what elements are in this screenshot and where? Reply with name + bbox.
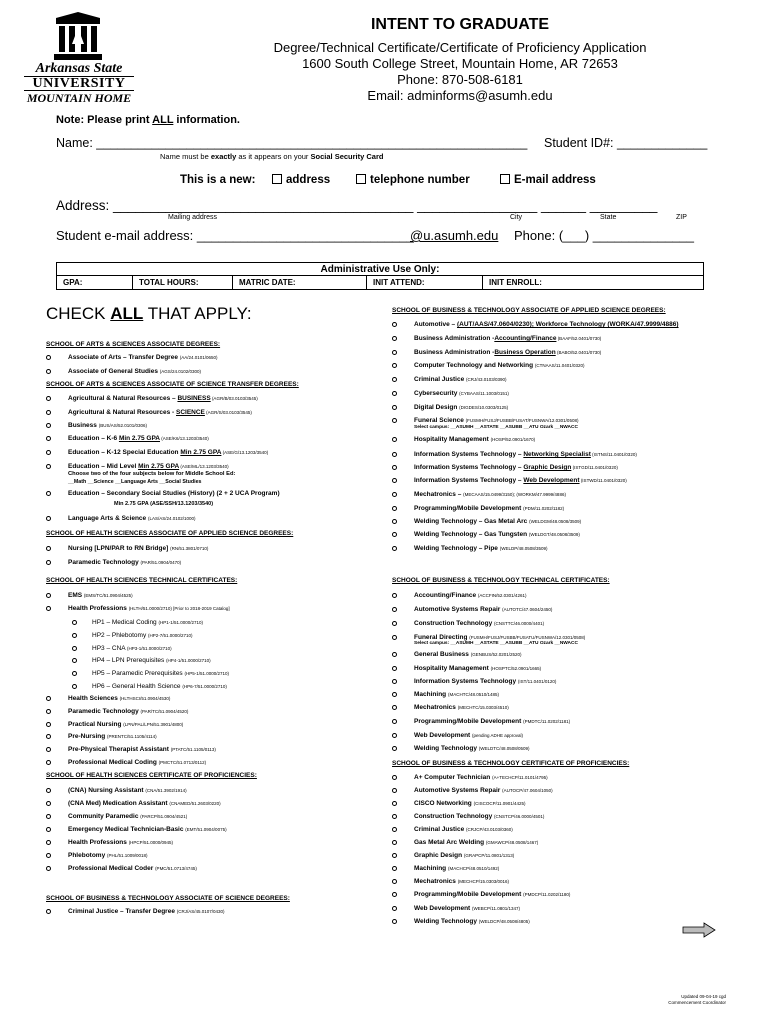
program-option[interactable]: Funeral Directing (FUSMH/FUSJ/FUSBB/FUSATU/FUSNWA/12.0301/0508) — [414, 634, 586, 641]
section-hs-aas-degrees: SCHOOL OF HEALTH SCIENCES ASSOCIATE OF APPLIED SCIENCE DEGREES: — [46, 530, 294, 537]
logo-line3: MOUNTAIN HOME — [26, 91, 132, 105]
program-option[interactable]: Agricultural & Natural Resources – BUSINESS (AGR/B/03.0103/3545) — [68, 395, 258, 402]
program-option[interactable]: Criminal Justice – Transfer Degree (CRJ/AS/45.0107/0430) — [68, 908, 225, 915]
radio-option-icon[interactable] — [46, 840, 51, 845]
program-option[interactable]: Welding Technology (WELDCP/48.0508/4805) — [414, 918, 530, 925]
secondary-gpa-note: Min 2.75 GPA (ASE/SSH/13.1203/3540) — [114, 501, 214, 507]
program-option[interactable]: Pre-Nursing (PRENTC/51.1105/4114) — [68, 733, 157, 740]
radio-option-icon[interactable] — [392, 635, 397, 640]
program-option[interactable]: Professional Medical Coding (PMCTC/51.0713/0112) — [68, 759, 207, 766]
radio-option-icon[interactable] — [392, 853, 397, 858]
radio-option-icon[interactable] — [392, 621, 397, 626]
program-option[interactable]: Programming/Mobile Development (PMDTC/11.0202/1181) — [414, 718, 571, 725]
radio-option-icon[interactable] — [392, 363, 397, 368]
radio-option-icon[interactable] — [72, 671, 77, 676]
program-option[interactable]: Associate of Arts – Transfer Degree (AA/24.0101/0650) — [68, 354, 218, 361]
program-option[interactable]: Welding Technology – Gas Tungsten (WELDGT/48.0508/3509) — [414, 531, 580, 538]
program-option[interactable]: Programming/Mobile Development (PMDCP/11.0202/1180) — [414, 891, 571, 898]
radio-option-icon[interactable] — [46, 396, 51, 401]
section-hs-proficiencies: SCHOOL OF HEALTH SCIENCES CERTIFICATE OF PROFICIENCIES: — [46, 772, 257, 779]
program-option[interactable]: Information Systems Technology – Web Development (ISTWD/11.0401/0320) — [414, 477, 627, 484]
program-option[interactable]: Practical Nursing (LPN/PAL/LPN/51.3901/4800) — [68, 721, 184, 728]
section-as-associate-degrees: SCHOOL OF ARTS & SCIENCES ASSOCIATE DEGREES: — [46, 341, 221, 348]
check-all-heading: CHECK ALL THAT APPLY: — [46, 304, 252, 323]
program-option[interactable]: Information Systems Technology – Graphic Design (ISTGD/11.0401/0320) — [414, 464, 618, 471]
program-option[interactable]: Graphic Design (GRAPCP/11.0801/1313) — [414, 852, 515, 859]
program-option[interactable]: CISCO Networking (CISCOCP/11.0901/4425) — [414, 800, 526, 807]
radio-option-icon[interactable] — [392, 478, 397, 483]
radio-option-icon[interactable] — [392, 666, 397, 671]
radio-option-icon[interactable] — [392, 879, 397, 884]
program-option[interactable]: Accounting/Finance (ACCFIN/52.0301/4261) — [414, 592, 527, 599]
radio-option-icon[interactable] — [46, 788, 51, 793]
asumh-logo — [24, 10, 134, 105]
radio-option-icon[interactable] — [46, 866, 51, 871]
radio-option-icon[interactable] — [392, 692, 397, 697]
new-phone-checkbox[interactable]: telephone number — [356, 174, 470, 186]
radio-option-icon[interactable] — [46, 355, 51, 360]
radio-option-icon[interactable] — [392, 733, 397, 738]
radio-option-icon[interactable] — [392, 866, 397, 871]
form-phone: Phone: 870-508-6181 — [397, 72, 523, 87]
section-bt-as-degrees: SCHOOL OF BUSINESS & TECHNOLOGY ASSOCIATE OF SCIENCE DEGREES: — [46, 895, 290, 902]
program-option[interactable]: General Business (GENBUS/52.0201/2520) — [414, 651, 522, 658]
radio-option-icon[interactable] — [46, 734, 51, 739]
program-option[interactable]: Web Development (WEBCP/11.0801/1347) — [414, 905, 520, 912]
program-option[interactable]: Construction Technology (CNSTTC/46.0000/4401) — [414, 620, 545, 627]
program-option[interactable]: Language Arts & Science (LAS/AS/24.0102/1000) — [68, 515, 196, 522]
form-title: INTENT TO GRADUATE — [370, 16, 550, 33]
midlevel-subject-options: __Math __Science __Language Arts __Social Studies — [68, 479, 202, 485]
program-option[interactable]: Hospitality Management (HOSPTC/52.0901/1665) — [414, 665, 542, 672]
radio-option-icon[interactable] — [46, 491, 51, 496]
radio-option-icon[interactable] — [392, 532, 397, 537]
program-option[interactable]: Mechatronics (MECHCP/15.0303/0016) — [414, 878, 509, 885]
program-option[interactable]: Emergency Medical Technician-Basic (EMT/51.0904/0075) — [68, 826, 227, 833]
health-professions-option[interactable]: HP6 – General Health Science (HP6-7/51.0000/2710) — [92, 683, 227, 690]
checkbox-icon[interactable] — [500, 174, 510, 184]
radio-option-icon[interactable] — [46, 696, 51, 701]
city-label: City — [510, 214, 523, 221]
radio-option-icon[interactable] — [392, 377, 397, 382]
mailing-address-label: Mailing address — [168, 214, 218, 221]
program-option[interactable]: Education – Mid Level Min 2.75 GPA (ASE/ML/13.1203/3540) — [68, 463, 229, 470]
section-hs-technical-certificates: SCHOOL OF HEALTH SCIENCES TECHNICAL CERTIFICATES: — [46, 577, 238, 584]
program-option[interactable]: Health Professions (HLTH/51.0000/2710) [Prior to 2018-2019 Catalog] — [68, 605, 230, 612]
program-option[interactable]: Criminal Justice (CRJCP/43.0103/0360) — [414, 826, 513, 833]
radio-option-icon[interactable] — [46, 546, 51, 551]
radio-option-icon[interactable] — [72, 646, 77, 651]
radio-option-icon[interactable] — [72, 633, 77, 638]
program-option[interactable]: Programming/Mobile Development (PDM/11.0202/1182) — [414, 505, 565, 512]
radio-option-icon[interactable] — [72, 684, 77, 689]
admin-gpa: GPA: — [57, 276, 133, 290]
section-bt-proficiencies: SCHOOL OF BUSINESS & TECHNOLOGY CERTIFICATE OF PROFICIENCIES: — [392, 760, 630, 767]
program-option[interactable]: A+ Computer Technician (A+TECHCP/11.0101/4795) — [414, 774, 548, 781]
admin-use-box — [56, 262, 704, 290]
program-option[interactable]: Welding Technology – Gas Metal Arc (WELDGM/48.0508/3509) — [414, 518, 582, 525]
new-address-checkbox[interactable]: address — [272, 174, 330, 186]
program-option[interactable]: Paramedic Technology (PAR/51.0904/0470) — [68, 559, 182, 566]
radio-option-icon[interactable] — [46, 853, 51, 858]
program-option[interactable]: Hospitality Management (HOSP/52.0901/1670) — [414, 436, 536, 443]
section-bt-technical-certificates: SCHOOL OF BUSINESS & TECHNOLOGY TECHNICAL CERTIFICATES: — [392, 577, 610, 584]
radio-option-icon[interactable] — [46, 760, 51, 765]
radio-option-icon[interactable] — [46, 423, 51, 428]
next-page-arrow-icon — [682, 922, 716, 938]
zip-label: ZIP — [676, 214, 687, 221]
funeral-directing-campus-select: Select campus: __ASUMH __ASTATE __ASUBB __ATU Ozark __NWACC — [414, 641, 578, 646]
radio-option-icon[interactable] — [392, 519, 397, 524]
radio-option-icon[interactable] — [46, 801, 51, 806]
checkbox-icon[interactable] — [272, 174, 282, 184]
radio-option-icon[interactable] — [46, 560, 51, 565]
state-label: State — [600, 214, 617, 221]
program-option[interactable]: Computer Technology and Networking (CTNAAS/11.0401/0320) — [414, 362, 585, 369]
print-note: Note: Please print ALL information. — [56, 114, 240, 126]
program-option[interactable]: Education – K-12 Special Education Min 2.75 GPA (ASE/G/13.1203/3540) — [68, 449, 269, 456]
program-option[interactable]: Education – K-6 Min 2.75 GPA (ASE/K6/13.1203/3540) — [68, 435, 209, 442]
program-option[interactable]: Business (BUS/AS/52.0101/0306) — [68, 422, 147, 429]
program-option[interactable]: Nursing [LPN/PAR to RN Bridge] (RN/51.3801/0710) — [68, 545, 209, 552]
radio-option-icon[interactable] — [392, 418, 397, 423]
program-option[interactable]: Paramedic Technology (PAR/TC/51.0904/4520) — [68, 708, 189, 715]
radio-option-icon[interactable] — [392, 465, 397, 470]
radio-option-icon[interactable] — [392, 652, 397, 657]
program-option[interactable]: Cybersecurity (CYBAAS/11.1003/0151) — [414, 390, 509, 397]
program-option[interactable]: Criminal Justice (CRJ/43.0103/0390) — [414, 376, 507, 383]
radio-option-icon[interactable] — [46, 709, 51, 714]
radio-option-icon[interactable] — [392, 746, 397, 751]
name-field[interactable]: Name: ______________________________________________________________ — [56, 136, 528, 150]
program-option[interactable]: Automotive Systems Repair (AUTOTC/47.0604/2450) — [414, 606, 553, 613]
radio-option-icon[interactable] — [392, 814, 397, 819]
program-option[interactable]: Information Systems Technology – Networking Specialist (ISTNS/11.0401/0320) — [414, 451, 637, 458]
program-option[interactable]: (CNA) Nursing Assistant (CNA/51.3902/1914) — [68, 787, 187, 794]
program-option[interactable]: Mechatronics – (MECAAS/15.0499/3150); (WORKM/47.9999/4886) — [414, 491, 566, 498]
radio-option-icon[interactable] — [392, 801, 397, 806]
radio-option-icon[interactable] — [392, 775, 397, 780]
name-instruction: Name must be exactly as it appears on your Social Security Card — [160, 152, 384, 161]
footer-note: Updated 09-04-19 cgd Commencement Coordinator — [668, 994, 726, 1005]
program-option[interactable]: EMS (EMS/TC/51.0904/4525) — [68, 592, 133, 599]
radio-option-icon[interactable] — [46, 464, 51, 469]
phone-field[interactable]: Phone: (___) ______________ — [514, 228, 694, 243]
radio-option-icon[interactable] — [392, 892, 397, 897]
program-option[interactable]: Agricultural & Natural Resources - SCIENCE (AGR/S/03.0103/3545) — [68, 409, 252, 416]
radio-option-icon[interactable] — [392, 788, 397, 793]
student-id-field[interactable]: Student ID#: _____________ — [544, 136, 708, 150]
funeral-science-campus-select: Select campus: __ASUMH __ASTATE __ASUBB __ATU Ozark __NWACC — [414, 425, 578, 430]
program-option[interactable]: Machining (MACHTC/48.0510/1485) — [414, 691, 499, 698]
radio-option-icon[interactable] — [392, 350, 397, 355]
program-option[interactable]: Web Development (pending ADHE approval) — [414, 732, 524, 739]
radio-option-icon[interactable] — [392, 506, 397, 511]
program-option[interactable]: Associate of General Studies (AGS/24.0102/0300) — [68, 368, 202, 375]
program-option[interactable]: Funeral Science (FUSMH/FUSJ/FUSBB/FUSAT/FUSNWA/12.0301/0508) — [414, 417, 579, 424]
program-option[interactable]: Information Systems Technology (IST/11.0401/0120) — [414, 678, 557, 685]
radio-option-icon[interactable] — [46, 369, 51, 374]
radio-option-icon[interactable] — [46, 450, 51, 455]
radio-option-icon[interactable] — [392, 719, 397, 724]
email-domain: @u.asumh.edu — [410, 228, 499, 243]
program-option[interactable]: Automotive – (AUT/AAS/47.0604/0230); Workforce Technology (WORKA/47.9999/4886) — [414, 321, 679, 328]
radio-option-icon[interactable] — [392, 906, 397, 911]
program-option[interactable]: Pre-Physical Therapist Assistant (PTATC/51.1105/0113) — [68, 746, 216, 753]
program-option[interactable]: Education – Secondary Social Studies (History) (2 + 2 UCA Program) — [68, 490, 280, 497]
health-professions-option[interactable]: HP5 – Paramedic Prerequisites (HP5-1/51.0000/2710) — [92, 670, 230, 677]
program-option[interactable]: Construction Technology (CNSTCP/46.0000/4501) — [414, 813, 545, 820]
new-email-checkbox[interactable]: E-mail address — [500, 174, 596, 186]
program-option[interactable]: Welding Technology (WELDTC/48.0508/0509) — [414, 745, 530, 752]
admin-total-hours: TOTAL HOURS: — [133, 276, 233, 290]
radio-option-icon[interactable] — [392, 336, 397, 341]
radio-option-icon[interactable] — [392, 492, 397, 497]
radio-option-icon[interactable] — [392, 919, 397, 924]
admin-matric-date: MATRIC DATE: — [233, 276, 367, 290]
program-option[interactable]: Professional Medical Coder (PMC/51.0713/4745) — [68, 865, 197, 872]
radio-option-icon[interactable] — [46, 436, 51, 441]
section-as-transfer-degrees: SCHOOL OF ARTS & SCIENCES ASSOCIATE OF SCIENCE TRANSFER DEGREES: — [46, 381, 299, 388]
program-option[interactable]: Community Paramedic (PARCP/51.0904/4521) — [68, 813, 188, 820]
midlevel-subject-instruction: Choose two of the four subjects below for Middle School Ed: — [68, 471, 236, 477]
radio-option-icon[interactable] — [72, 658, 77, 663]
radio-option-icon[interactable] — [392, 840, 397, 845]
admin-init-enroll: INIT ENROLL: — [489, 278, 542, 287]
address-field[interactable]: Address: ________________________________________ ________________ ______ _________ — [56, 198, 658, 213]
radio-option-icon[interactable] — [46, 909, 51, 914]
radio-option-icon[interactable] — [392, 607, 397, 612]
radio-option-icon[interactable] — [46, 606, 51, 611]
radio-option-icon[interactable] — [46, 516, 51, 521]
program-option[interactable]: Machining (MACHCP/48.0510/1492) — [414, 865, 500, 872]
program-option[interactable]: Phlebotomy (PHL/51.1009/0018) — [68, 852, 148, 859]
radio-option-icon[interactable] — [392, 437, 397, 442]
new-info-label: This is a new: — [180, 174, 256, 186]
program-option[interactable]: Gas Metal Arc Welding (GMAWCP/48.0508/1467) — [414, 839, 539, 846]
program-option[interactable]: Business Administration -Accounting/Finance (BAAF/52.0401/0730) — [414, 335, 602, 342]
health-professions-option[interactable]: HP4 – LPN Prerequisites (HP4-1/51.0000/2710) — [92, 657, 211, 664]
radio-option-icon[interactable] — [392, 679, 397, 684]
form-subtitle: Degree/Technical Certificate/Certificate of Proficiency Application — [273, 40, 647, 55]
radio-option-icon[interactable] — [46, 722, 51, 727]
checkbox-icon[interactable] — [356, 174, 366, 184]
radio-option-icon[interactable] — [46, 593, 51, 598]
radio-option-icon[interactable] — [392, 827, 397, 832]
logo-line1: Arkansas State — [35, 61, 123, 76]
logo-line2: UNIVERSITY — [24, 76, 134, 91]
admin-init-attend: INIT ATTEND: — [367, 276, 483, 290]
program-option[interactable]: Mechatronics (MECHTC/15.0303/4510) — [414, 704, 509, 711]
radio-option-icon[interactable] — [392, 705, 397, 710]
admin-title: Administrative Use Only: — [320, 264, 440, 275]
program-option[interactable]: Digital Design (DIGDES/10.0303/0125) — [414, 404, 509, 411]
radio-option-icon[interactable] — [392, 405, 397, 410]
radio-option-icon[interactable] — [46, 814, 51, 819]
section-bt-aas-degrees: SCHOOL OF BUSINESS & TECHNOLOGY ASSOCIATE OF APPLIED SCIENCE DEGREES: — [392, 307, 666, 314]
radio-option-icon[interactable] — [392, 546, 397, 551]
health-professions-option[interactable]: HP1 – Medical Coding (HP1-1/51.0000/2710) — [92, 619, 204, 626]
program-option[interactable]: Health Sciences (HLTHSCI/51.0904/4530) — [68, 695, 171, 702]
radio-option-icon[interactable] — [46, 827, 51, 832]
program-option[interactable]: (CNA Med) Medication Assistant (CNAMED/51.2603/0220) — [68, 800, 221, 807]
radio-option-icon[interactable] — [46, 747, 51, 752]
radio-option-icon[interactable] — [392, 391, 397, 396]
health-professions-option[interactable]: HP2 – Phlebotomy (HP2-7/51.0000/2710) — [92, 632, 193, 639]
radio-option-icon[interactable] — [392, 452, 397, 457]
student-email-field[interactable]: Student e-mail address: ______________________________ — [56, 228, 414, 243]
radio-option-icon[interactable] — [392, 593, 397, 598]
program-option[interactable]: Health Professions (HPCP/51.0000/0945) — [68, 839, 173, 846]
health-professions-option[interactable]: HP3 – CNA (HP3-1/51.0000/2710) — [92, 645, 172, 652]
radio-option-icon[interactable] — [392, 322, 397, 327]
program-option[interactable]: Automotive Systems Repair (AUTOCP/47.0604/1050) — [414, 787, 553, 794]
logo-emblem-icon — [50, 10, 106, 62]
program-option[interactable]: Business Administration -Business Operation (BABO/52.0401/0730) — [414, 349, 602, 356]
form-address: 1600 South College Street, Mountain Home, AR 72653 — [302, 56, 618, 71]
program-option[interactable]: Welding Technology – Pipe (WELDP/48.0508/3509) — [414, 545, 548, 552]
radio-option-icon[interactable] — [72, 620, 77, 625]
form-email: Email: adminforms@asumh.edu — [367, 88, 553, 103]
radio-option-icon[interactable] — [46, 410, 51, 415]
